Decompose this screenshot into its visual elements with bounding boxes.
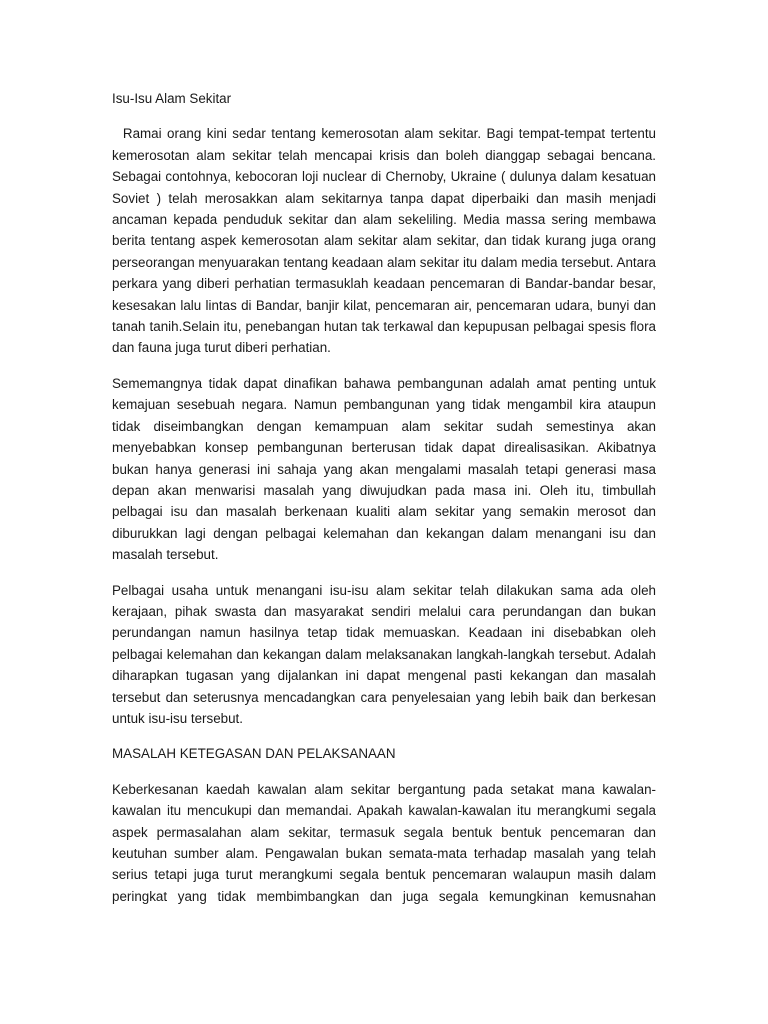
section-heading: MASALAH KETEGASAN DAN PELAKSANAAN — [112, 746, 396, 762]
paragraph-intro: Ramai orang kini sedar tentang kemerosotan alam sekitar. Bagi tempat-tempat tertentu kemerosotan alam sekitar telah mencapai krisis dan boleh dianggap sebagai bencana. Sebagai contohnya, kebocoran loji nuclear di Chernoby, Ukraine ( dulunya dalam kesatuan Soviet ) telah merosakkan alam sekitarnya tanpa dapat diperbaiki dan masih menjadi ancaman kepada penduduk sekitar dan alam sekeliling. Media massa sering membawa berita tentang aspek kemerosotan alam sekitar alam sekitar, dan tidak kurang juga orang perseorangan menyuarakan tentang keadaan alam sekitar itu dalam media tersebut. Antara perkara yang diberi perhatian termasuklah keadaan pencemaran di Bandar-bandar besar, kesesakan lalu lintas di Bandar, banjir kilat, pencemaran air, pencemaran udara, bunyi dan tanah tanih.Selain itu, penebangan hutan tak terkawal dan kepupusan pelbagai spesis flora dan fauna juga turut diberi perhatian. — [112, 126, 660, 356]
paragraph-efforts: Pelbagai usaha untuk menangani isu-isu alam sekitar telah dilakukan sama ada oleh kerajaan, pihak swasta dan masyarakat sendiri melalui cara perundangan dan bukan perundangan namun hasilnya tetap tidak memuaskan. Keadaan ini disebabkan oleh pelbagai kelemahan dan kekangan dalam melaksanakan langkah-langkah tersebut. Adalah diharapkan tugasan yang dijalankan ini dapat mengenal pasti kekangan dan masalah tersebut dan seterusnya mencadangkan cara penyelesaian yang lebih baik dan berkesan untuk isu-isu tersebut. — [112, 582, 656, 726]
document-body — [112, 88, 660, 907]
paragraph-section-body: Keberkesanan kaedah kawalan alam sekitar bergantung pada setakat mana kawalan-kawalan itu mencukupi dan memandai. Apakah kawalan-kawalan itu merangkumi segala aspek permasalahan alam sekitar, termasuk segala bentuk bentuk pencemaran dan keutuhan sumber alam. Pengawalan bukan semata-mata terhadap masalah yang telah serius tetapi juga turut merangkumi segala bentuk pencemaran walaupun masih dalam peringkat yang tidak membimbangkan dan juga segala kemungkinan kemusnahan — [112, 781, 656, 904]
paragraph-development: Sememangnya tidak dapat dinafikan bahawa pembangunan adalah amat penting untuk kemajuan sesebuah negara. Namun pembangunan yang tidak mengambil kira ataupun tidak diseimbangkan dengan kemampuan alam sekitar sudah semestinya akan menyebabkan konsep pembangunan berterusan tidak dapat direalisasikan. Akibatnya bukan hanya generasi ini sahaja yang akan mengalami masalah tetapi generasi masa depan akan menwarisi masalah yang diwujudkan pada masa ini. Oleh itu, timbullah pelbagai isu dan masalah berkenaan kualiti alam sekitar yang semakin merosot dan diburukkan lagi dengan pelbagai kelemahan dan kekangan dalam menangani isu dan masalah tersebut. — [112, 375, 656, 563]
document-title: Isu-Isu Alam Sekitar — [112, 91, 232, 106]
